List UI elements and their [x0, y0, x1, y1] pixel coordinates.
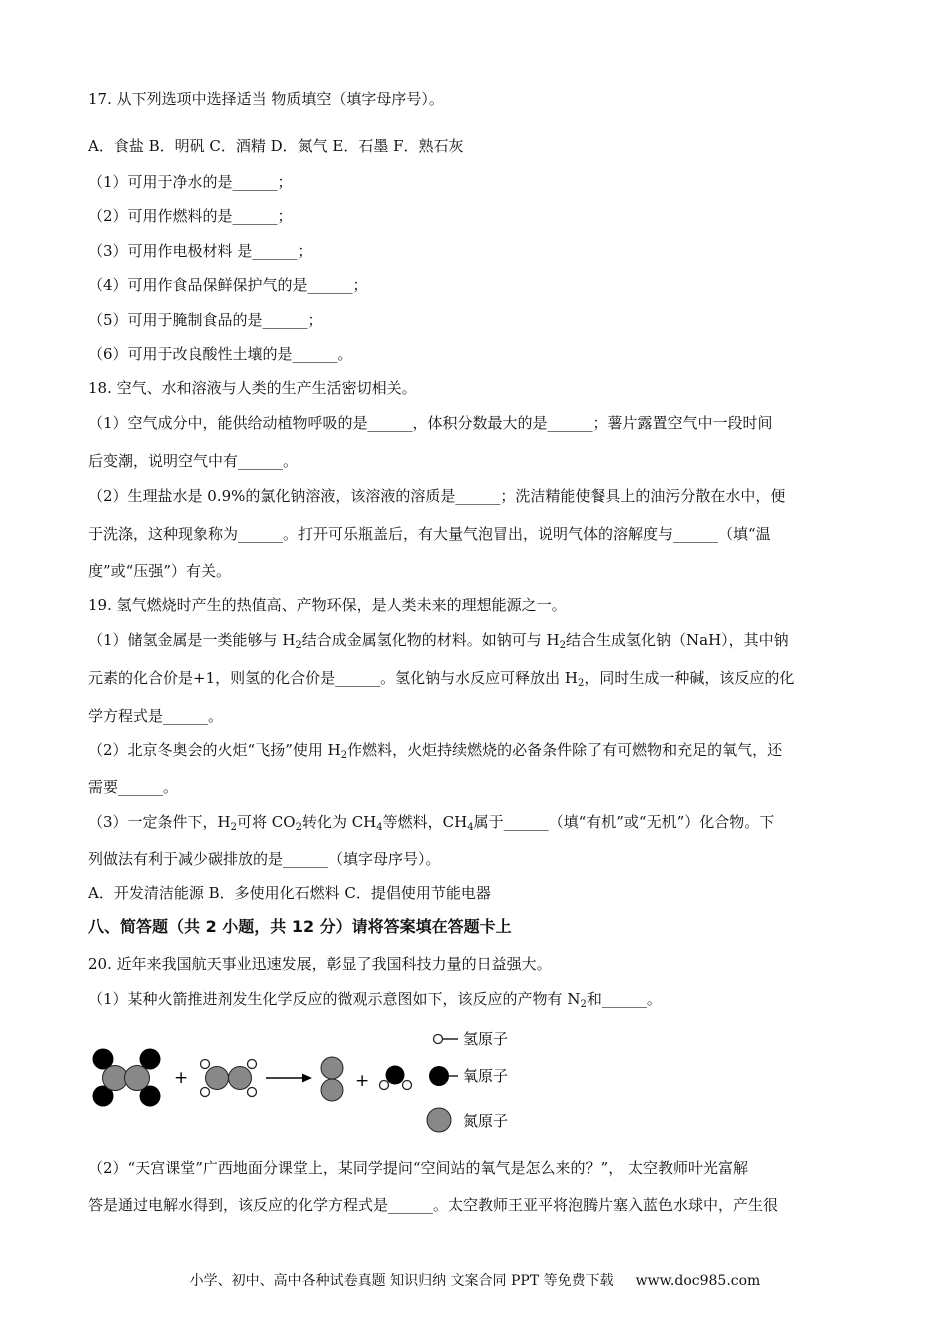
hydrogen-atom: [201, 1088, 210, 1097]
q20-part2-line1: （2）“天宫课堂”广西地面分课堂上，某同学提问“空间站的氧气是怎么来的？”， 太空教师叶光富解: [88, 1159, 748, 1177]
q19-part1-line3: 学方程式是______。: [88, 707, 224, 725]
nitrogen-atom: [103, 1066, 128, 1091]
nitrogen-atom: [321, 1057, 343, 1079]
q18-part1-line1: （1）空气成分中，能供给动植物呼吸的是______，体积分数最大的是______；薯片露置空气中一段时间: [88, 414, 773, 432]
oxygen-atom: [386, 1066, 405, 1085]
footer-text: 小学、初中、高中各种试卷真题 知识归纳 文案合同 PPT 等免费下载: [189, 1273, 614, 1289]
q19-title: 19. 氢气燃烧时产生的热值高、产物环保，是人类未来的理想能源之一。: [88, 596, 567, 614]
reaction-diagram: [88, 1022, 538, 1140]
legend-oxygen-label: 氧原子: [463, 1067, 509, 1085]
plus-sign: +: [174, 1068, 189, 1088]
q17-item-4: （4）可用作食品保鲜保护气的是______；: [88, 276, 368, 294]
hydrogen-atom: [403, 1081, 412, 1090]
q17-item-2: （2）可用作燃料的是______；: [88, 207, 293, 225]
q19-part1-line1: （1）储氢金属是一类能够与 $H_2$结合成金属氢化物的材料。如钠可与 $H_2$结合生成氢化钠（NaH），其中钠: [88, 631, 789, 651]
q19-part3-line1: （3）一定条件下，$H_2$可将 $CO_2$转化为 $CH_4$等燃料，$CH_4$属于______（填“有机”或“无机”）化合物。下: [88, 813, 775, 833]
q17-item-6: （6）可用于改良酸性土壤的是______。: [88, 345, 353, 363]
plus-sign: +: [355, 1071, 370, 1091]
nitrogen-atom: [125, 1066, 150, 1091]
legend-nitrogen-label: 氮原子: [463, 1112, 509, 1130]
nitrogen-atom: [206, 1067, 229, 1090]
q17-item-1: （1）可用于净水的是______；: [88, 173, 293, 191]
hydrogen-atom: [248, 1088, 257, 1097]
q18-part2-line3: 度”或“压强”）有关。: [88, 562, 232, 580]
q20-part1: （1）某种火箭推进剂发生化学反应的微观示意图如下，该反应的产物有 $N_2$和______。: [88, 990, 662, 1010]
legend: [427, 1030, 508, 1132]
q18-part2-line1: （2）生理盐水是 0.9%的氯化钠溶液，该溶液的溶质是______；洗洁精能使餐具上的油污分散在水中，便: [88, 487, 786, 505]
nitrogen-atom: [321, 1079, 343, 1101]
q18-title: 18. 空气、水和溶液与人类的生产生活密切相关。: [88, 379, 417, 397]
hydrogen-atom: [380, 1081, 389, 1090]
q19-part3-line2: 列做法有利于减少碳排放的是______（填字母序号）。: [88, 850, 441, 868]
q18-part2-line2: 于洗涤，这种现象称为______。打开可乐瓶盖后，有大量气泡冒出，说明气体的溶解度与______（填“温: [88, 525, 771, 543]
reaction-arrow: [266, 1074, 312, 1083]
q20-title: 20. 近年来我国航天事业迅速发展，彰显了我国科技力量的日益强大。: [88, 955, 552, 973]
q17-item-3: （3）可用作电极材料 是______；: [88, 242, 313, 260]
footer-site-link[interactable]: www.doc985.com: [635, 1273, 761, 1289]
q20-part2-line2: 答是通过电解水得到，该反应的化学方程式是______。太空教师王亚平将泡腾片塞入蓝色水球中，产生很: [88, 1196, 779, 1214]
q19-part2-line2: 需要______。: [88, 778, 179, 796]
q19-part1-line2: 元素的化合价是+1，则氢的化合价是______。氢化钠与水反应可释放出 $H_2$，同时生成一种碱，该反应的化: [88, 669, 795, 689]
q17-title: 17. 从下列选项中选择适当 物质填空（填字母序号）。: [88, 90, 444, 108]
product-molecule-2: [380, 1066, 412, 1090]
q19-options: A．开发清洁能源 B．多使用化石燃料 C．提倡使用节能电器: [88, 884, 491, 902]
legend-hydrogen-icon: [434, 1035, 443, 1044]
hydrogen-atom: [201, 1060, 210, 1069]
page-footer: [0, 1270, 950, 1290]
product-molecule-1: [321, 1057, 343, 1101]
legend-hydrogen-label: 氢原子: [463, 1030, 509, 1048]
legend-nitrogen-icon: [427, 1108, 451, 1132]
legend-oxygen-icon: [429, 1066, 449, 1086]
hydrogen-atom: [248, 1060, 257, 1069]
q18-part1-line2: 后变潮，说明空气中有______。: [88, 452, 299, 470]
q19-part2-line1: （2）北京冬奥会的火炬“飞扬”使用 $H_2$作燃料，火炬持续燃烧的必备条件除了有可燃物和充足的氧气，还: [88, 741, 783, 761]
reactant-molecule-1: [93, 1049, 161, 1107]
q17-options: A．食盐 B．明矾 C．酒精 D．氮气 E．石墨 F．熟石灰: [88, 137, 464, 155]
q17-item-5: （5）可用于腌制食品的是______；: [88, 311, 323, 329]
reactant-molecule-2: [201, 1060, 257, 1097]
section-heading: 八、简答题（共 2 小题，共 12 分）请将答案填在答题卡上: [88, 917, 512, 936]
nitrogen-atom: [229, 1067, 252, 1090]
